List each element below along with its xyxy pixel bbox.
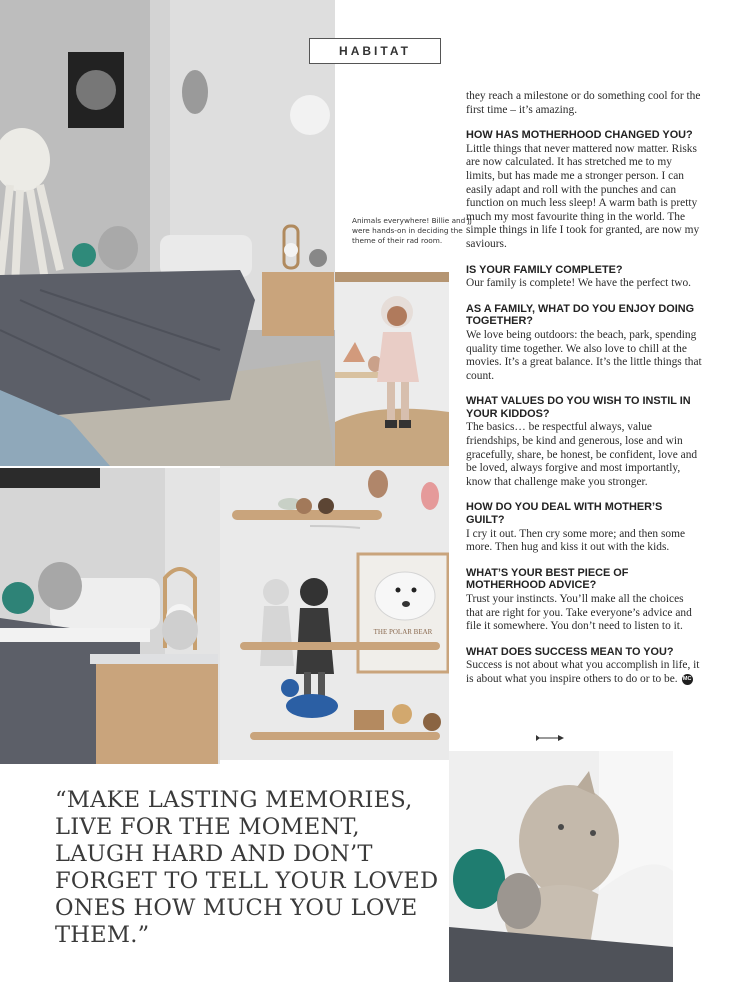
photo-kids-room-bed (0, 0, 335, 466)
answer-paragraph-final (466, 659, 702, 686)
question-heading: WHAT’S YOUR BEST PIECE OF MOTHERHOOD ADVICE? (466, 566, 629, 592)
photo-toy-shelves (220, 466, 449, 760)
intro-paragraph: they reach a milestone or do something cool for the first time – it’s amazing. (466, 90, 701, 116)
photo-doll-shelf (335, 272, 449, 466)
question-heading: WHAT DOES SUCCESS MEAN TO YOU? (466, 645, 674, 658)
arrow-icon (536, 735, 564, 741)
answer-paragraph: Trust your instincts. You’ll make all the choices that are right for you. Take everyone’s advice and file it somewhere. You don’t need to listen to it. (466, 593, 692, 633)
photo-caption: Animals everywhere! Billie and JJ were hands-on in deciding the theme of their rad room. (352, 216, 472, 245)
section-label: HABITAT (309, 38, 441, 64)
answer-paragraph: Our family is complete! We have the perfect two. (466, 277, 692, 290)
answer-paragraph: The basics… be respectful always, value friendships, be kind and generous, lose and win gracefully, share, be honest, be confident, love and be loved, always forgive and most importantly, know that challenge make you stronger. (466, 421, 698, 488)
question-heading: AS A FAMILY, WHAT DO YOU ENJOY DOING TOGETHER? (466, 302, 695, 328)
photo-bedside-lamp (0, 468, 220, 764)
answer-paragraph: Little things that never mattered now matter. Risks are now calculated. It has stretched me to my limits, but has made me a stronger person. I can easily adapt and roll with the punches and can function on much less sleep! A warm bath is pretty much my most favourite thing in the world. The simple things in life I took for granted, are now my saviours. (466, 142, 700, 250)
pull-quote: “MAKE LASTING MEMORIES, LIVE FOR THE MOMENT, LAUGH HARD AND DON’T FORGET TO TELL YOUR LOVED ONES HOW MUCH YOU LOVE THEM.” (55, 787, 439, 948)
end-mark-icon: MC (682, 674, 693, 685)
article-column (466, 90, 702, 687)
poster-text: THE POLAR BEAR (373, 628, 433, 636)
answer-text: Success is not about what you accomplish in life, it is about what you inspire others to do or to be. (466, 659, 700, 685)
photo-plush-toys (449, 751, 673, 982)
question-heading: HOW HAS MOTHERHOOD CHANGED YOU? (466, 129, 693, 142)
question-heading: IS YOUR FAMILY COMPLETE? (466, 263, 623, 276)
question-heading: WHAT VALUES DO YOU WISH TO INSTIL IN YOUR KIDDOS? (466, 395, 691, 420)
answer-paragraph: I cry it out. Then cry some more; and then some more. Then hug and kiss it out with the kids. (466, 527, 686, 554)
question-heading: HOW DO YOU DEAL WITH MOTHER’S GUILT? (466, 501, 663, 527)
answer-paragraph: We love being outdoors: the beach, park, spending quality time together. We also love to chill at the movies. It’s a great balance. It’s the little things that count. (466, 328, 702, 382)
